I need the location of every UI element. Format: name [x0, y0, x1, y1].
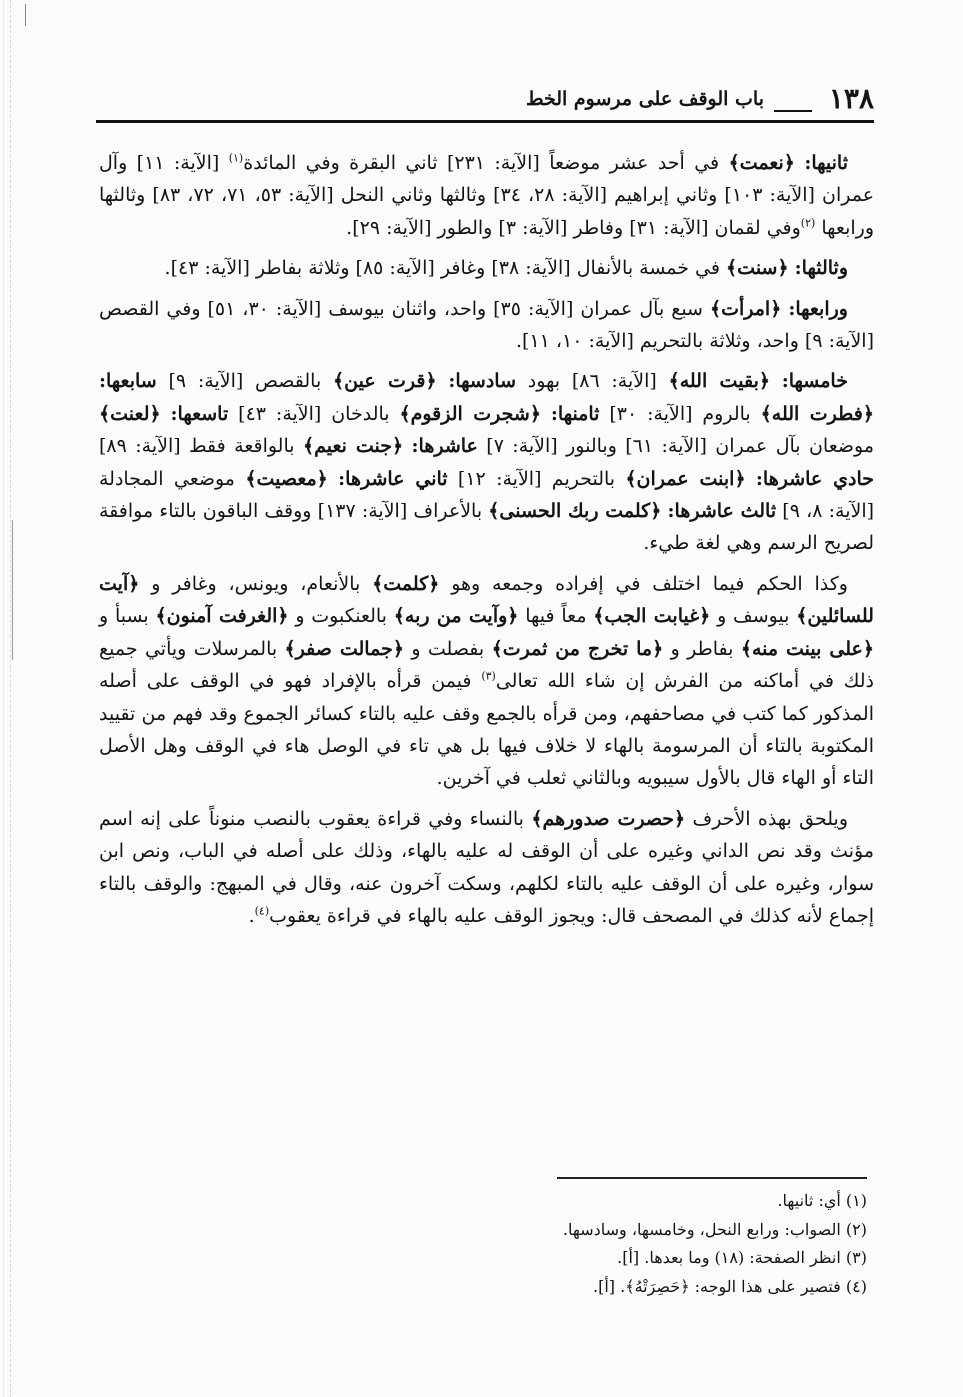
quran-word: ﴿كلمت﴾ [372, 572, 440, 595]
main-text [99, 147, 874, 940]
item-label: خامسها: [781, 370, 848, 393]
paragraph-text: وكذا الحكم فيما اختلف في إفراده وجمعه وهو [451, 572, 848, 595]
footnote-3: (٣) انظر الصفحة: (١٨) وما بعدها. [أ]. [617, 1248, 867, 1267]
item-label: ثاني عاشرها: [338, 467, 448, 490]
paragraph-text: بالروم [الآية: ٣٠] [609, 402, 751, 425]
quran-word: ﴿بقيت الله﴾ [668, 370, 770, 393]
quran-word: ﴿على بينت منه﴾ [740, 637, 874, 660]
item-label: ثامنها: [550, 402, 600, 425]
footnote-2: (٢) الصواب: ورابع النحل، وخامسها، وسادسها. [562, 1219, 867, 1239]
paragraph-text: بالمرسلات ويأتي جميع ذلك في أماكنه من الفرش إن شاء الله تعالى [99, 637, 874, 693]
quran-word: ﴿جمالت صفر﴾ [284, 637, 404, 660]
paragraph-text: بالنساء وفي قراءة يعقوب بالنصب منوناً على إنه اسم مؤنث وقد نص الداني وغيره على أن الوقف له عليه بالهاء، وذلك على أصله في الباب، ونص ابن سوار، وغيره على أن الوقف عليه بالتاء لكلهم، وسكت آخرون عنه، وقال في المبهج: والوقف بالتاء إجماع لأنه كذلك في المصحف قال: ويجوز الوقف عليه بالهاء في قراءة يعقوب [99, 807, 874, 927]
paragraph-text: فيمن قرأه بالإفراد فهو في الوقف على أصله المذكور كما كتب في مصاحفهم، ومن قرأه بالجمع وقف عليه بالتاء كسائر الجموع وقد فهم من تقييد المكتوبة بالتاء أن المرسومة بالهاء لا خلاف فيها بل هي تاء في الوصل هاء في الوقف وهل الأصل التاء أو الهاء قال بالأول سيبويه وبالثاني ثعلب في آخرين. [99, 670, 874, 790]
quran-word: ﴿وآيت من ربه﴾ [393, 605, 519, 628]
paragraph-text: بالواقعة فقط [الآية: ٨٩] [99, 435, 295, 458]
footnote-ref[interactable]: (٣) [481, 669, 496, 683]
quran-word: ﴿شجرت الزقوم﴾ [399, 402, 541, 425]
paragraph-2 [99, 252, 874, 284]
paragraph-text: سبع بآل عمران [الآية: ٣٥] واحد، واثنان بيوسف [الآية: ٣٠، ٥١] وفي القصص [الآية: ٩] واحد، وثلاثة بالتحريم [الآية: ١٠، ١١]. [99, 297, 874, 353]
item-label: وثالثها: [794, 257, 848, 280]
footnote-separator [557, 1177, 867, 1179]
quran-word: ﴿معصيت﴾ [245, 467, 328, 490]
quran-word: ﴿كلمت ربك الحسنى﴾ [488, 500, 662, 523]
quran-word: ﴿فطرت الله﴾ [760, 402, 874, 425]
paragraph-text: بالأنعام، ويونس، وغافر و [151, 572, 361, 595]
paragraph-6 [99, 803, 874, 933]
paragraph-text: بالعنكبوت و [295, 605, 387, 628]
quran-word: ﴿الغرفت آمنون﴾ [155, 605, 289, 628]
footnote-ref[interactable]: (٤) [254, 904, 270, 918]
scan-top-mark [25, 4, 26, 26]
paragraph-text: . [248, 904, 255, 927]
quran-word: ﴿قرت عين﴾ [333, 370, 437, 393]
paragraph-text: بيوسف و [717, 605, 790, 628]
item-label: عاشرها: [411, 435, 478, 458]
paragraph-5 [99, 568, 874, 795]
quran-word: ﴿امرأت﴾ [709, 297, 782, 320]
running-title: باب الوقف على مرسوم الخط [525, 88, 764, 110]
paragraph-text: في خمسة بالأنفال [الآية: ٣٨] وغافر [الآية: ٨٥] وثلاثة بفاطر [الآية: ٤٣]. [164, 257, 720, 280]
quran-word: ﴿نعمت﴾ [728, 152, 795, 174]
paragraph-text: بفاطر و [670, 637, 734, 660]
paragraph-text: بالدخان [الآية: ٤٣] [238, 402, 390, 425]
header-rule [96, 120, 874, 123]
paragraph-text: [الآية: ١١] وآل عمران [الآية: ١٠٣] وثاني إبراهيم [الآية: ٢٨، ٣٤] وثالثها وثاني النحل [الآية: ٥٣، ٧١، ٧٢، ٨٣] وثالثها ورابعها [99, 152, 875, 239]
quran-word: ﴿ما تخرج من ثمرت﴾ [491, 637, 664, 660]
page-number: ١٣٨ [828, 82, 874, 115]
item-label: ثالث عاشرها: [667, 500, 777, 523]
header-short-rule [774, 110, 812, 112]
footnote-ref[interactable]: (٢) [800, 216, 816, 230]
paragraph-text: بالقصص [الآية: ٩] [168, 370, 322, 393]
quran-word: ﴿ابنت عمران﴾ [625, 467, 746, 490]
item-label: ورابعها: [788, 297, 848, 320]
footnote-1: (١) أي: ثانيها. [777, 1191, 867, 1210]
paragraph-text: [الآية: ٨٦] بهود [527, 370, 657, 393]
paragraph-text: ويلحق بهذه الأحرف [692, 807, 849, 830]
footnotes [267, 1188, 867, 1302]
paragraph-text: بفصلت و [411, 637, 485, 660]
paragraph-text: بالأعراف [الآية: ١٣٧] ووقف الباقون بالتاء موافقة لصريح الرسم وهي لغة طيء. [99, 500, 874, 555]
item-label: تاسعها: [170, 402, 229, 425]
paragraph-4 [99, 365, 874, 559]
quran-word: ﴿لعنت﴾ [99, 402, 161, 425]
footnote-4: (٤) فتصير على هذا الوجه: ﴿حَصِرَتْهُ﴾. [أ]. [593, 1276, 867, 1296]
quran-word: ﴿جنت نعيم﴾ [302, 435, 404, 458]
quran-word: ﴿آيت للسائلين﴾ [99, 572, 874, 628]
page-header [96, 82, 874, 122]
paragraph-text: موضعان بآل عمران [الآية: ٦١] وبالنور [الآية: ٧] [486, 435, 874, 458]
quran-word: ﴿سنت﴾ [726, 257, 789, 280]
paragraph-3 [99, 293, 874, 358]
paragraph-text: معاً فيها [525, 605, 587, 628]
paragraph-1 [99, 147, 874, 244]
item-label: سادسها: [448, 370, 516, 393]
footnote-ref[interactable]: (١) [228, 151, 244, 165]
scan-edge [3, 0, 4, 1397]
item-label: ثانيها: [804, 152, 849, 174]
paragraph-text: في أحد عشر موضعاً [الآية: ٢٣١] ثاني البقرة وفي المائدة [243, 152, 720, 174]
quran-word: ﴿غيابت الجب﴾ [593, 605, 711, 628]
quran-word: ﴿حصرت صدورهم﴾ [531, 807, 686, 830]
scan-fold-line [10, 0, 11, 1397]
paragraph-text: بسبأ و [99, 605, 149, 628]
paragraph-text: موضعي المجادلة [الآية: ٨، ٩] [99, 467, 875, 523]
paragraph-text: وفي لقمان [الآية: ٣١] وفاطر [الآية: ٣] والطور [الآية: ٢٩]. [346, 216, 801, 239]
item-label: سابعها: [99, 370, 157, 393]
item-label: حادي عاشرها: [755, 467, 875, 490]
paragraph-text: بالتحريم [الآية: ١٢] [457, 467, 616, 490]
scan-margin-mark [12, 520, 13, 660]
